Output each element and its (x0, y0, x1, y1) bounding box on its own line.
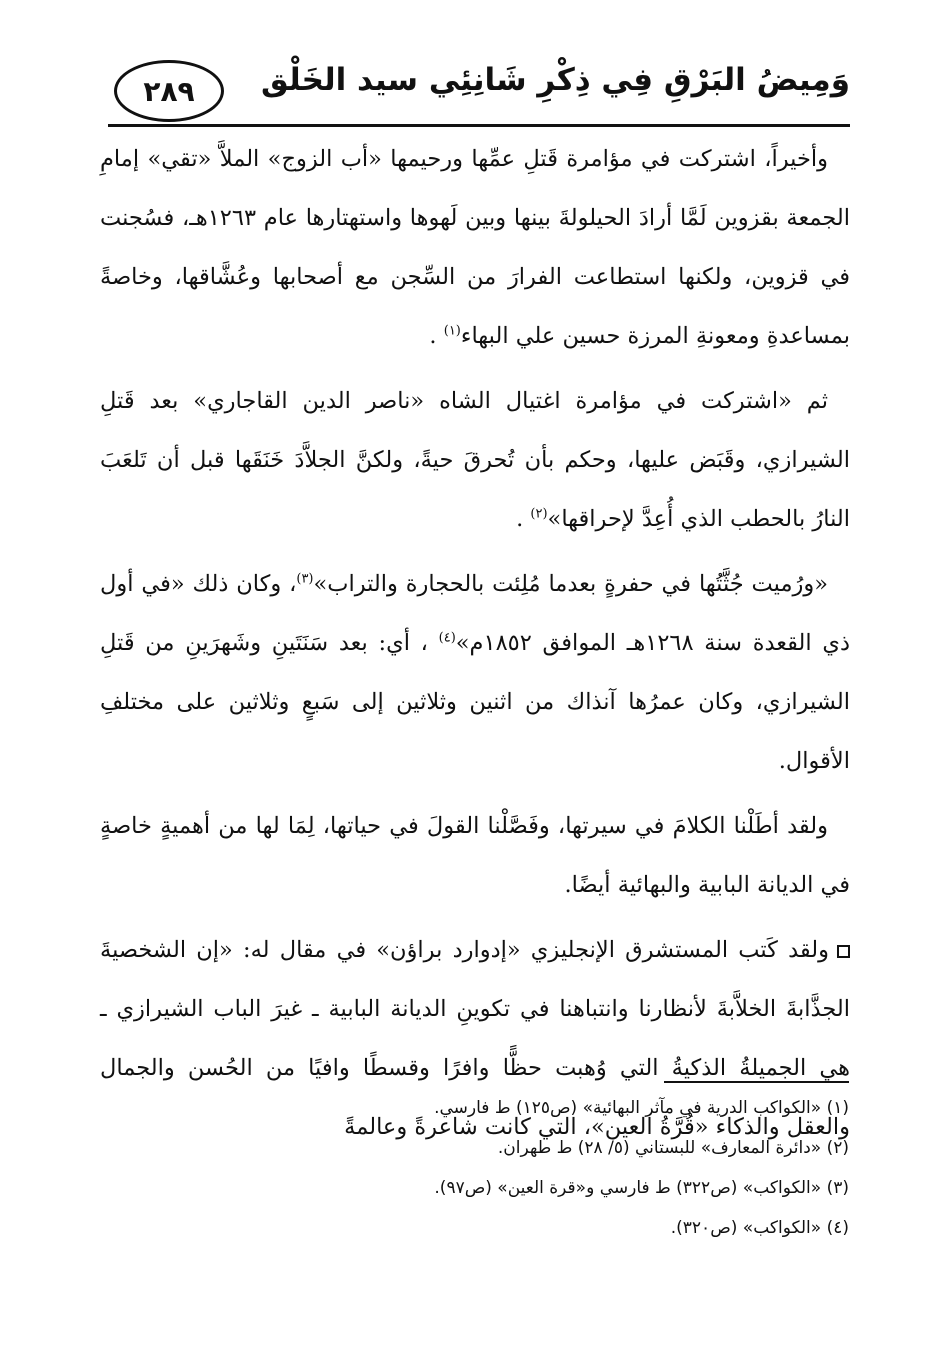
footnote-2: (٢) «دائرة المعارف» للبستاني (٥/ ٢٨) ط طهران. (497, 1138, 849, 1158)
paragraph-1-text: وأخيراً، اشتركت في مؤامرة قَتلِ عمِّها ورحيمها «أب الزوج» الملاَّ «تقي» إمامِ الجمعة بقزوين لَمَّا أرادَ الحيلولةَ بينها وبين لَهوها واستهتارها عام ١٢٦٣هـ، فسُجنت في قزوين، ولكنها استطاعت الفرارَ من السِّجن مع أصحابها وعُشَّاقها، وخاصةً بمساعدةِ ومعونةِ المرزة حسين علي البهاء (100, 146, 850, 349)
period: . (516, 506, 531, 532)
main-text (100, 130, 850, 1163)
paragraph-3-text-b: وكان ذلك «في أول ذي القعدة سنة ١٢٦٨هـ الموافق ١٨٥٢م» (100, 571, 850, 656)
footnote-4: (٤) «الكواكب» (ص٣٢٠). (670, 1218, 849, 1238)
footnote-3: (٣) «الكواكب» (ص٣٢٢) ط فارسي و«قرة العين» (ص٩٧). (434, 1178, 849, 1198)
paragraph-5-text: ولقد كَتب المستشرق الإنجليزي «إدوارد براؤن» في مقال له: «إن الشخصيةَ الجذَّابةَ الخلاَّبةَ لأنظارنا وانتباهنا في تكوينِ الديانة البابية ـ غيرَ الباب الشيرازي ـ هي الجميلةُ الذكيةُ التي وُهبت حظًّا وافرًا وقسطًا وافيًا من الحُسن والجمال والعقل والذكاء «قُرَّةُ العين»، التي كانت شاعرةً وعالمةً (100, 937, 850, 1140)
paragraph-3: «ورُميت جُثَّتُها في حفرةٍ بعدما مُلِئت بالحجارة والتراب»$^{(٣)}$، وكان ذلك «في أول ذي القعدة سنة ١٢٦٨هـ الموافق ١٨٥٢م»$^{(٤)}$ ، أي: بعد سَنَتَينِ وشَهرَينِ من قَتلِ الشيرازي، وكان عمرُها آنذاك من اثنين وثلاثين إلى سَبعٍ وثلاثين على مختلفِ الأقوال. (100, 571, 850, 774)
page-number: ٢٨٩ (114, 60, 224, 122)
footnotes (199, 1088, 849, 1248)
header-divider (108, 124, 850, 127)
period: . (429, 323, 444, 349)
footnote-1: (١) «الكواكب الدرية في مآثر البهائية» (ص١٢٥) ط فارسي. (434, 1098, 849, 1118)
paragraph-1 (100, 130, 850, 366)
footnote-ref-2: (٢) (530, 506, 548, 522)
footnote-ref-3: (٣) (296, 571, 314, 587)
square-bullet-icon (837, 945, 850, 958)
page-header (108, 52, 850, 128)
paragraph-2 (100, 372, 850, 549)
paragraph-3-text-c: ، أي: بعد سَنَتَينِ وشَهرَينِ من قَتلِ الشيرازي، وكان عمرُها آنذاك من اثنين وثلاثين إلى سَبعٍ وثلاثين على مختلفِ الأقوال. (100, 630, 850, 774)
book-title: وَمِيضُ البَرْقِ فِي ذِكْرِ شَانِئِي سيد الخَلْق (261, 62, 850, 98)
paragraph-4-text: ولقد أطَلْنا الكلامَ في سيرتها، وفَصَّلْنا القولَ في حياتها، لِمَا لها من أهميةٍ خاصةٍ في الديانة البابية والبهائية أيضًا. (100, 813, 850, 898)
paragraph-2-text: ثم «اشتركت في مؤامرة اغتيال الشاه «ناصر الدين القاجاري» بعد قَتلِ الشيرازي، وقَبَض عليها، وحكم بأن تُحرقَ حيةً، ولكنَّ الجلاَّدَ خَنَقَها قبل أن تَلعَبَ النارُ بالحطب الذي أُعِدَّ لإحراقها» (100, 388, 850, 532)
footnote-ref-1: (١) (443, 323, 461, 339)
footnote-ref-4: (٤) (438, 630, 456, 646)
paragraph-4 (100, 797, 850, 915)
footnote-divider (664, 1081, 849, 1083)
paragraph-3-text-a: «ورُميت جُثَّتُها في حفرةٍ بعدما مُلِئت بالحجارة والتراب» (313, 571, 828, 597)
